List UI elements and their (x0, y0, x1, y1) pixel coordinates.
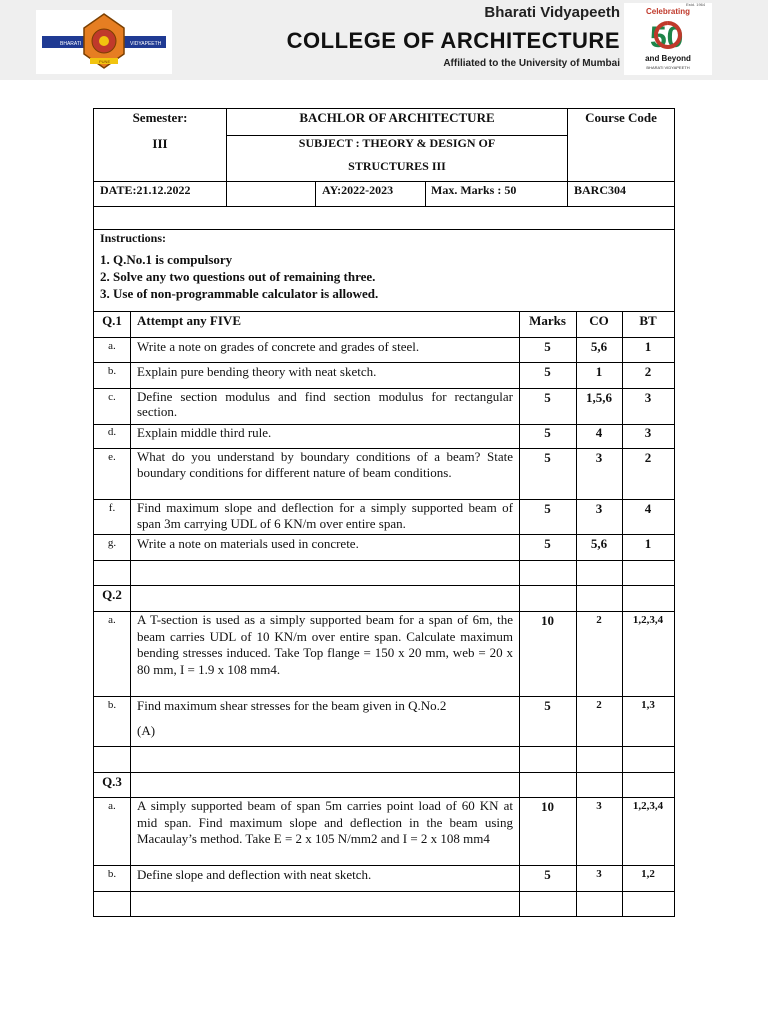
co-cell: 1 (595, 364, 603, 379)
co-cell: 3 (595, 450, 603, 465)
academic-year: AY:2022-2023 (322, 183, 394, 197)
question-text: Explain pure bending theory with neat sketch. (137, 364, 377, 379)
instruction-3: 3. Use of non-programmable calculator is allowed. (100, 286, 379, 301)
co-cell: 4 (595, 425, 603, 440)
and-beyond-text: and Beyond (645, 54, 691, 63)
item-label: c. (108, 391, 116, 403)
co-cell: 2 (596, 614, 602, 626)
instruction-2: 2. Solve any two questions out of remaining three. (100, 269, 376, 284)
marks-cell: 5 (544, 867, 551, 882)
svg-text:PUNE: PUNE (99, 59, 111, 64)
marks-cell: 5 (544, 339, 551, 354)
item-label: e. (108, 451, 116, 463)
marks-cell: 10 (541, 799, 554, 814)
svg-text:BHARATI: BHARATI (60, 41, 82, 47)
bt-cell: 1 (644, 536, 652, 551)
bt-cell: 2 (644, 364, 652, 379)
item-label: d. (107, 426, 117, 438)
marks-cell: 5 (544, 536, 551, 551)
established-text: Estd. 1964 (686, 2, 706, 7)
question-text: Explain middle third rule. (137, 425, 272, 440)
question-text: A simply supported beam of span 5m carries point load of 60 KN at mid span. Find maximum slope and deflection in the beam using Macaulay’s method. Take E = 2 x 105 N/mm2 and I = 2 x 108 mm4 (137, 798, 513, 846)
co-cell: 3 (595, 501, 603, 516)
item-label: a. (108, 340, 116, 352)
college-name: COLLEGE OF ARCHITECTURE (286, 28, 620, 53)
item-label: a. (108, 800, 116, 812)
bt-cell: 1,2 (641, 868, 655, 880)
co-column-header: CO (589, 313, 609, 328)
question-text: What do you understand by boundary conditions of a beam? State boundary conditions for different nature of beam conditions. (137, 449, 513, 480)
q2-number: Q.2 (102, 587, 122, 602)
co-cell: 1,5,6 (586, 390, 612, 405)
question-text: Define slope and deflection with neat sketch. (137, 867, 372, 882)
marks-cell: 5 (544, 501, 551, 516)
question-text-continued: (A) (137, 723, 156, 738)
semester-label: Semester: (132, 110, 188, 125)
item-label: f. (108, 502, 116, 514)
question-text: Find maximum slope and deflection for a simply supported beam of span 3m carrying UDL of 6 KN/m over entire span. (137, 500, 513, 531)
bt-cell: 3 (644, 390, 652, 405)
course-code-label: Course Code (585, 110, 657, 125)
co-cell: 5,6 (590, 536, 608, 551)
bt-cell: 1 (644, 339, 652, 354)
affiliation-text: Affiliated to the University of Mumbai (443, 58, 620, 69)
question-text: Write a note on materials used in concrete. (137, 536, 359, 551)
course-code-value: BARC304 (574, 183, 627, 197)
q1-title: Attempt any FIVE (137, 313, 241, 328)
marks-cell: 5 (544, 390, 551, 405)
subject-line-1: SUBJECT : THEORY & DESIGN OF (298, 136, 496, 150)
bt-cell: 4 (644, 501, 652, 516)
item-label: a. (108, 614, 116, 626)
subject-line-2: STRUCTURES III (348, 159, 446, 173)
celebrating-sub-text: BHARATI VIDYAPEETH (646, 65, 690, 70)
instructions-title: Instructions: (100, 231, 167, 245)
page-header (0, 0, 768, 80)
marks-cell: 10 (541, 613, 554, 628)
exam-paper-table (93, 108, 675, 917)
marks-cell: 5 (544, 698, 551, 713)
bt-cell: 3 (644, 425, 652, 440)
bt-cell: 2 (644, 450, 652, 465)
bt-column-header: BT (639, 313, 657, 328)
instruction-1: 1. Q.No.1 is compulsory (100, 252, 233, 267)
svg-text:VIDYAPEETH: VIDYAPEETH (130, 41, 162, 47)
exam-date: DATE:21.12.2022 (100, 183, 191, 197)
item-label: b. (107, 868, 117, 880)
institution-name: Bharati Vidyapeeth (484, 4, 620, 21)
item-label: b. (107, 365, 117, 377)
question-text: Find maximum shear stresses for the beam given in Q.No.2 (137, 698, 447, 713)
q1-number: Q.1 (102, 313, 122, 328)
item-label: b. (107, 699, 117, 711)
item-label: g. (107, 537, 117, 549)
question-text: Define section modulus and find section modulus for rectangular section. (137, 389, 513, 419)
marks-cell: 5 (544, 364, 551, 379)
bt-cell: 1,2,3,4 (632, 800, 664, 812)
question-text: A T-section is used as a simply supported beam for a span of 6m, the beam carries UDL of 10 KN/m over entire span. Calculate maximum bending stresses induced. Take Top flange = 150 x 20 mm, web = 20 x 80 mm, I = 1.9 x 108 mm4. (137, 612, 513, 677)
marks-cell: 5 (544, 425, 551, 440)
bt-cell: 1,2,3,4 (632, 614, 664, 626)
max-marks: Max. Marks : 50 (431, 183, 517, 197)
bt-cell: 1,3 (641, 699, 655, 711)
question-text: Write a note on grades of concrete and grades of steel. (137, 339, 420, 354)
marks-column-header: Marks (529, 313, 566, 328)
co-cell: 2 (596, 699, 602, 711)
celebrating-50-logo-icon (624, 3, 712, 75)
celebrating-text: Celebrating (645, 7, 690, 16)
svg-text:50: 50 (650, 21, 684, 53)
semester-value: III (152, 136, 168, 151)
co-cell: 5,6 (590, 339, 608, 354)
co-cell: 3 (596, 868, 602, 880)
bharati-vidyapeeth-emblem-icon (36, 10, 172, 74)
degree-title: BACHLOR OF ARCHITECTURE (299, 110, 495, 125)
q3-number: Q.3 (102, 774, 122, 789)
co-cell: 3 (596, 800, 602, 812)
marks-cell: 5 (544, 450, 551, 465)
